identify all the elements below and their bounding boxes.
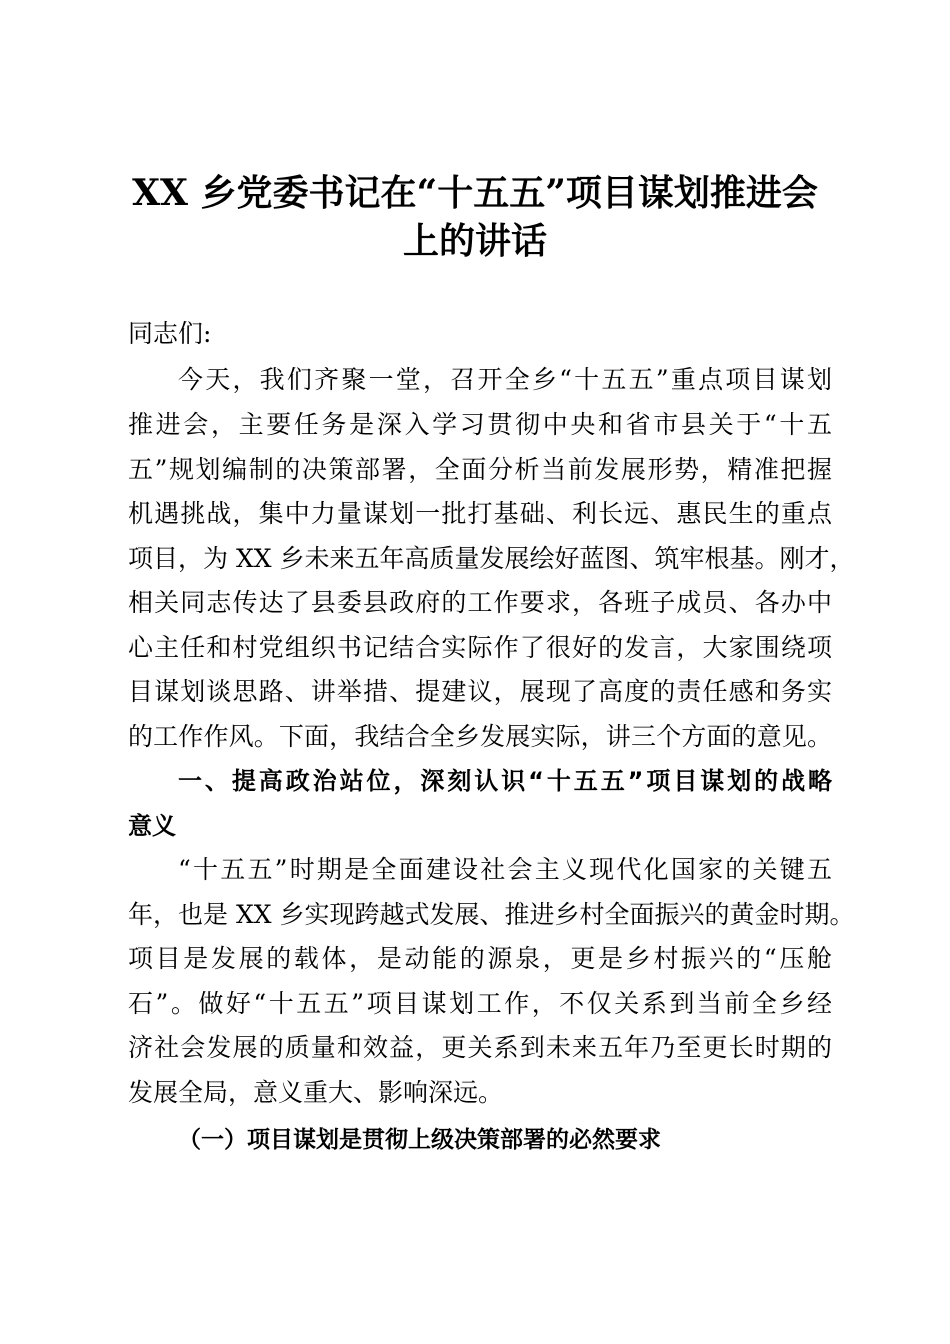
paragraph-2-line: 石”。做好“十五五”项目谋划工作，不仅关系到当前全乡经	[128, 989, 832, 1018]
document-title-line-2: 上的讲话	[402, 220, 547, 262]
paragraph-2-line: 济社会发展的质量和效益，更关系到未来五年乃至更长时期的	[128, 1033, 832, 1062]
paragraph-1-line: 机遇挑战，集中力量谋划一批打基础、利长远、惠民生的重点	[128, 499, 832, 528]
paragraph-1-line: 心主任和村党组织书记结合实际作了很好的发言，大家围绕项	[128, 633, 832, 662]
paragraph-2-line: 年，也是 XX 乡实现跨越式发展、推进乡村全面振兴的黄金时期。	[128, 900, 855, 929]
section-1-heading-line: 一、提高政治站位，深刻认识“十五五”项目谋划的战略	[178, 767, 832, 795]
paragraph-1-line: 相关同志传达了县委县政府的工作要求，各班子成员、各办中	[128, 588, 832, 617]
paragraph-1-line: 五”规划编制的决策部署，全面分析当前发展形势，精准把握	[128, 455, 832, 484]
section-1-heading-line: 意义	[128, 812, 176, 840]
paragraph-2-line: “十五五”时期是全面建设社会主义现代化国家的关键五	[178, 855, 832, 884]
paragraph-1-line: 的工作作风。下面，我结合全乡发展实际，讲三个方面的意见。	[128, 722, 832, 751]
document-title-line-1: XX 乡党委书记在“十五五”项目谋划推进会	[132, 172, 818, 214]
subsection-1-heading: （一）项目谋划是贯彻上级决策部署的必然要求	[178, 1126, 661, 1153]
paragraph-2-line: 项目是发展的载体，是动能的源泉，更是乡村振兴的“压舱	[128, 944, 832, 973]
paragraph-1-line: 目谋划谈思路、讲举措、提建议，展现了高度的责任感和务实	[128, 677, 832, 706]
paragraph-1-line: 今天，我们齐聚一堂，召开全乡“十五五”重点项目谋划	[178, 365, 832, 394]
paragraph-2-line: 发展全局，意义重大、影响深远。	[128, 1078, 504, 1107]
paragraph-1-line: 推进会，主要任务是深入学习贯彻中央和省市县关于“十五	[128, 410, 832, 439]
salutation: 同志们:	[128, 319, 212, 348]
paragraph-1-line: 项目，为 XX 乡未来五年高质量发展绘好蓝图、筑牢根基。刚才，	[128, 544, 855, 573]
